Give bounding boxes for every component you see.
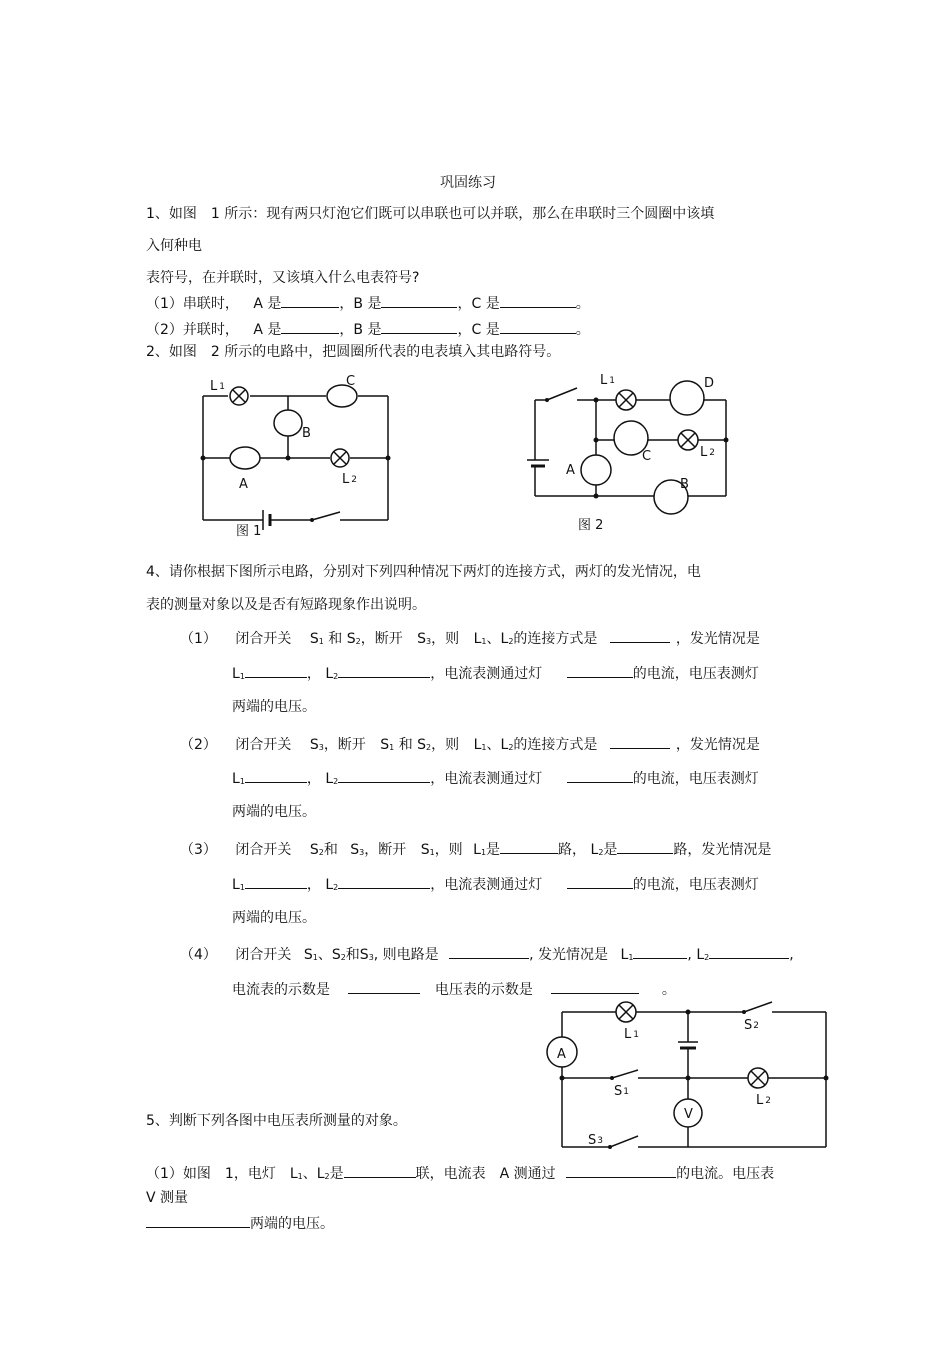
- figure-1-meter-a: [230, 447, 260, 469]
- q4-item4-text: 电流表的示数是: [232, 982, 330, 998]
- q4-item2-text: 闭合开关: [235, 737, 292, 753]
- q4-item4-voltmeter-blank[interactable]: [551, 979, 639, 994]
- fig2-label-c: C: [642, 449, 652, 464]
- q4-item2-text: 的连接方式是: [513, 737, 598, 753]
- q4-item4-text: 和: [345, 947, 360, 963]
- fig3-label-l2: L 2: [756, 1093, 771, 1108]
- q4-item1-text: ，发光情况是: [675, 631, 760, 647]
- fig2-label-l2: L 2: [700, 445, 715, 460]
- q4-item4-line2: [232, 979, 676, 999]
- q1-period: 。: [575, 322, 590, 338]
- q4-item4-l2-blank[interactable]: [709, 944, 789, 959]
- q5-text: 、L: [302, 1166, 325, 1182]
- q4-lamp-label: L: [232, 771, 240, 787]
- figure-3-lamp-l2-icon: [748, 1068, 768, 1088]
- q4-item2-text: ，发光情况是: [675, 737, 760, 753]
- q4-item2-lamp: L: [500, 737, 509, 753]
- q4-item1-line3: 两端的电压。: [232, 699, 316, 715]
- q4-item1-text: ，则: [431, 631, 460, 647]
- fig1-label-b: B: [302, 426, 311, 441]
- q5-text: 的电流。电压表: [676, 1166, 775, 1182]
- q1-comma: ，: [457, 322, 472, 338]
- q4-item4-sub: 2: [340, 953, 346, 962]
- q1-line1: 1、如图 1 所示：现有两只灯泡它们既可以串联也可以并联，那么在串联时三个圆圈中该填: [146, 206, 715, 222]
- q4-item1-text: 、: [486, 631, 501, 647]
- q5-sub: 2: [324, 1172, 330, 1181]
- q5-line2: V 测量: [146, 1190, 189, 1206]
- q4-item1-sub: 1: [481, 637, 487, 646]
- q5-connection-blank[interactable]: [344, 1163, 416, 1178]
- q4-item4-line1: [180, 944, 794, 967]
- q4-item1-lamp: L: [500, 631, 509, 647]
- fig3-label-s3: S3: [588, 1133, 603, 1148]
- q4-item4-switch: S: [331, 947, 341, 963]
- q1-comma: ，: [339, 322, 354, 338]
- q4-item3-text: 是: [486, 842, 501, 858]
- q4-item3-sub: 2: [318, 848, 324, 857]
- q4-item3-line3: 两端的电压。: [232, 910, 316, 926]
- q4-item4-text: 。: [661, 982, 676, 998]
- q4-lamp-sub: 2: [333, 777, 339, 786]
- q4-item1-text: 闭合开关: [235, 631, 292, 647]
- q4-text: 的电流，电压表测灯: [632, 771, 759, 787]
- q4-item3-sub: 2: [598, 848, 604, 857]
- q4-item2-switch: S: [417, 737, 427, 753]
- q4-item1-num: （1）: [180, 631, 217, 647]
- q4-lamp-sub: 2: [333, 672, 339, 681]
- q4-item1-connection-blank[interactable]: [610, 628, 670, 643]
- q4-item3-l2-blank[interactable]: [338, 874, 430, 889]
- q5-text: 联，电流表 A 测通过: [415, 1166, 556, 1182]
- fig3-label-s2: S2: [744, 1018, 759, 1033]
- q4-item1-text: ，断开: [360, 631, 403, 647]
- q4-item4-sub: 1: [312, 953, 318, 962]
- q4-item4-lamp: L: [696, 947, 705, 963]
- q4-item3-text: 闭合开关: [235, 842, 292, 858]
- q4-item3-line2: [232, 874, 759, 897]
- q1-parallel-c-label: C 是: [471, 322, 500, 338]
- q4-item1-lamp: L: [473, 631, 482, 647]
- q4-item1-switch: S: [309, 631, 319, 647]
- q4-item4-num: （4）: [180, 947, 217, 963]
- q4-item4-l1-blank[interactable]: [633, 944, 687, 959]
- q1-series-b-label: B 是: [353, 296, 382, 312]
- figure-1-meter-b: [274, 410, 302, 436]
- figure-1-lamp-l1-icon: [230, 387, 248, 405]
- q1-comma: ，: [339, 296, 354, 312]
- q4-item4-text: 闭合开关: [235, 947, 292, 963]
- q1-period: 。: [575, 296, 590, 312]
- q4-item1-sub: 3: [426, 637, 432, 646]
- q4-item3-num: （3）: [180, 842, 217, 858]
- q4-lamp-label: L: [325, 666, 334, 682]
- fig3-label-s1: S1: [614, 1084, 629, 1099]
- q4-line2: 表的测量对象以及是否有短路现象作出说明。: [146, 597, 426, 613]
- q2-text: 2、如图 2 所示的电路中，把圆圈所代表的电表填入其电路符号。: [146, 344, 561, 360]
- q4-item4-sub: 3: [368, 953, 374, 962]
- q4-item4-text: , 发光情况是: [529, 947, 609, 963]
- q4-item3-switch: S: [309, 842, 319, 858]
- q4-item2-switch: S: [309, 737, 319, 753]
- q4-item4-sub: 2: [704, 953, 710, 962]
- q4-item3-line1: [180, 839, 771, 862]
- q4-item3-l1-blank[interactable]: [245, 874, 307, 889]
- q4-item3-lamp: L: [590, 842, 599, 858]
- q4-item2-line2: [232, 768, 759, 791]
- q1-parallel-prefix: （2）并联时，: [146, 322, 239, 338]
- q4-item2-sub: 2: [426, 743, 432, 752]
- q4-item2-line1: [180, 734, 760, 757]
- q4-item1-text: 的连接方式是: [513, 631, 598, 647]
- figure-2-lamp-l1-icon: [616, 390, 636, 410]
- fig3-label-a: A: [557, 1047, 566, 1062]
- q4-item2-lamp-blank[interactable]: [567, 768, 633, 783]
- fig3-label-v: V: [684, 1107, 693, 1122]
- q4-text: ，电流表测通过灯: [430, 771, 543, 787]
- q4-item2-l2-blank[interactable]: [338, 768, 430, 783]
- q4-item3-switch: S: [420, 842, 430, 858]
- q4-item4-text: ,: [687, 947, 697, 963]
- q4-item1-lamp-blank[interactable]: [567, 663, 633, 678]
- q4-item2-text: 、: [486, 737, 501, 753]
- q4-item4-sub: 1: [628, 953, 634, 962]
- q4-comma: ，: [306, 877, 321, 893]
- figure-1-junctions: [201, 456, 391, 523]
- q4-item4-switch: S: [359, 947, 369, 963]
- figure-2-meter-d: [670, 381, 704, 415]
- q4-item3-text: 路: [558, 842, 573, 858]
- q5-title: 5、判断下列各图中电压表所测量的对象。: [146, 1113, 407, 1129]
- fig2-label-b: B: [680, 477, 689, 492]
- q5-text: 是: [329, 1166, 344, 1182]
- q4-item3-sub: 1: [480, 848, 487, 857]
- q5-current-blank[interactable]: [566, 1163, 676, 1178]
- q4-item1-sub: 2: [355, 637, 361, 646]
- q4-item2-num: （2）: [180, 737, 217, 753]
- q4-item2-l1-blank[interactable]: [245, 768, 307, 783]
- q4-item2-switch: S: [380, 737, 390, 753]
- q4-item3-l2-path-blank[interactable]: [617, 839, 673, 854]
- q5-voltage-blank[interactable]: [146, 1213, 250, 1228]
- figure-3-lamp-l1-icon: [616, 1002, 636, 1022]
- q1-line3: 表符号，在并联时，又该填入什么电表符号?: [146, 270, 420, 286]
- page-title: 巩固练习: [440, 175, 496, 191]
- q4-lamp-label: L: [325, 771, 334, 787]
- q4-item1-switch: S: [346, 631, 356, 647]
- q5-text: 两端的电压。: [250, 1216, 334, 1232]
- q4-item3-text: 是: [603, 842, 618, 858]
- q4-item2-line3: 两端的电压。: [232, 804, 316, 820]
- q1-series-c-label: C 是: [471, 296, 500, 312]
- q4-lamp-label: L: [325, 877, 334, 893]
- q4-comma: ，: [306, 771, 321, 787]
- q4-item4-text: 电压表的示数是: [434, 982, 533, 998]
- q4-text: 的电流，电压表测灯: [632, 666, 759, 682]
- q4-lamp-sub: 1: [239, 883, 245, 892]
- q4-lamp-sub: 1: [239, 672, 245, 681]
- fig2-label-a: A: [566, 463, 575, 478]
- q4-item2-text: ，则: [431, 737, 460, 753]
- q4-item1-line1: [180, 628, 760, 651]
- q4-item1-text: 和: [328, 631, 343, 647]
- q5-text: （1）如图 1，电灯 L: [146, 1166, 298, 1182]
- q4-item3-text: ，则: [434, 842, 463, 858]
- q4-item3-text: 和: [323, 842, 338, 858]
- fig1-label-c: C: [346, 374, 356, 389]
- q4-text: ，电流表测通过灯: [430, 877, 543, 893]
- fig1-label-l2: L 2: [342, 472, 357, 487]
- fig2-label-l1: L 1: [600, 373, 615, 388]
- q4-text: 的电流，电压表测灯: [632, 877, 759, 893]
- q4-item4-text: 、: [317, 947, 332, 963]
- q4-item2-lamp: L: [473, 737, 482, 753]
- q4-item4-lamp: L: [620, 947, 629, 963]
- q4-item1-l2-blank[interactable]: [338, 663, 430, 678]
- q4-item3-text: 路，发光情况是: [673, 842, 772, 858]
- fig3-label-l1: L 1: [624, 1027, 639, 1042]
- fig1-caption: 图 1: [236, 524, 262, 539]
- q4-item1-sub: 2: [508, 637, 514, 646]
- fig2-caption: 图 2: [578, 518, 604, 533]
- q4-lamp-sub: 1: [239, 777, 245, 786]
- q4-item2-sub: 3: [318, 743, 324, 752]
- figure-2-lamp-l2-icon: [678, 430, 698, 450]
- q4-item2-text: 和: [398, 737, 413, 753]
- fig1-label-l1: L 1: [210, 379, 225, 394]
- q4-lamp-label: L: [232, 666, 240, 682]
- figure-2-meter-a: [581, 455, 611, 485]
- q4-comma: ，: [306, 666, 321, 682]
- fig1-label-a: A: [239, 477, 248, 492]
- q4-lamp-sub: 2: [333, 883, 339, 892]
- q4-item2-connection-blank[interactable]: [610, 734, 670, 749]
- q4-text: ，电流表测通过灯: [430, 666, 543, 682]
- q4-item3-sub: 1: [429, 848, 435, 857]
- figure-3-junctions: [560, 1010, 829, 1150]
- q4-item4-text: ,: [789, 947, 794, 963]
- q4-item2-text: ，断开: [323, 737, 366, 753]
- q5-line3: [146, 1213, 334, 1233]
- q1-parallel-b-label: B 是: [353, 322, 382, 338]
- q4-lamp-label: L: [232, 877, 240, 893]
- q4-item1-switch: S: [417, 631, 427, 647]
- q4-item3-l1-path-blank[interactable]: [500, 839, 558, 854]
- fig2-label-d: D: [704, 376, 715, 391]
- figure-1-lamp-l2-icon: [331, 449, 349, 467]
- q4-item3-switch: S: [350, 842, 360, 858]
- q4-item2-sub: 1: [481, 743, 487, 752]
- q4-line1: 4、请你根据下图所示电路，分别对下列四种情况下两灯的连接方式，两灯的发光情况，电: [146, 564, 701, 580]
- q4-item4-ammeter-blank[interactable]: [348, 979, 420, 994]
- q4-item3-lamp: L: [473, 842, 481, 858]
- q1-parallel-a-label: A 是: [253, 322, 282, 338]
- q4-item3-text: ，断开: [364, 842, 407, 858]
- q1-series-a-label: A 是: [253, 296, 282, 312]
- q4-item1-l1-blank[interactable]: [245, 663, 307, 678]
- q4-item4-text: , 则电路是: [373, 947, 439, 963]
- q4-item1-sub: 1: [318, 637, 324, 646]
- q4-item1-line2: [232, 663, 759, 686]
- q4-item3-lamp-blank[interactable]: [567, 874, 633, 889]
- q4-item2-sub: 1: [389, 743, 395, 752]
- q4-item4-circuit-blank[interactable]: [449, 944, 529, 959]
- q4-item3-sub: 3: [359, 848, 365, 857]
- q1-series-prefix: （1）串联时，: [146, 296, 239, 312]
- q5-sub: 1: [297, 1172, 303, 1181]
- q4-item2-sub: 2: [508, 743, 514, 752]
- q4-item3-text: ，: [572, 842, 587, 858]
- q4-item4-switch: S: [303, 947, 313, 963]
- q1-comma: ，: [457, 296, 472, 312]
- q1-line2: 入何种电: [146, 238, 202, 254]
- q5-line1: [146, 1163, 774, 1186]
